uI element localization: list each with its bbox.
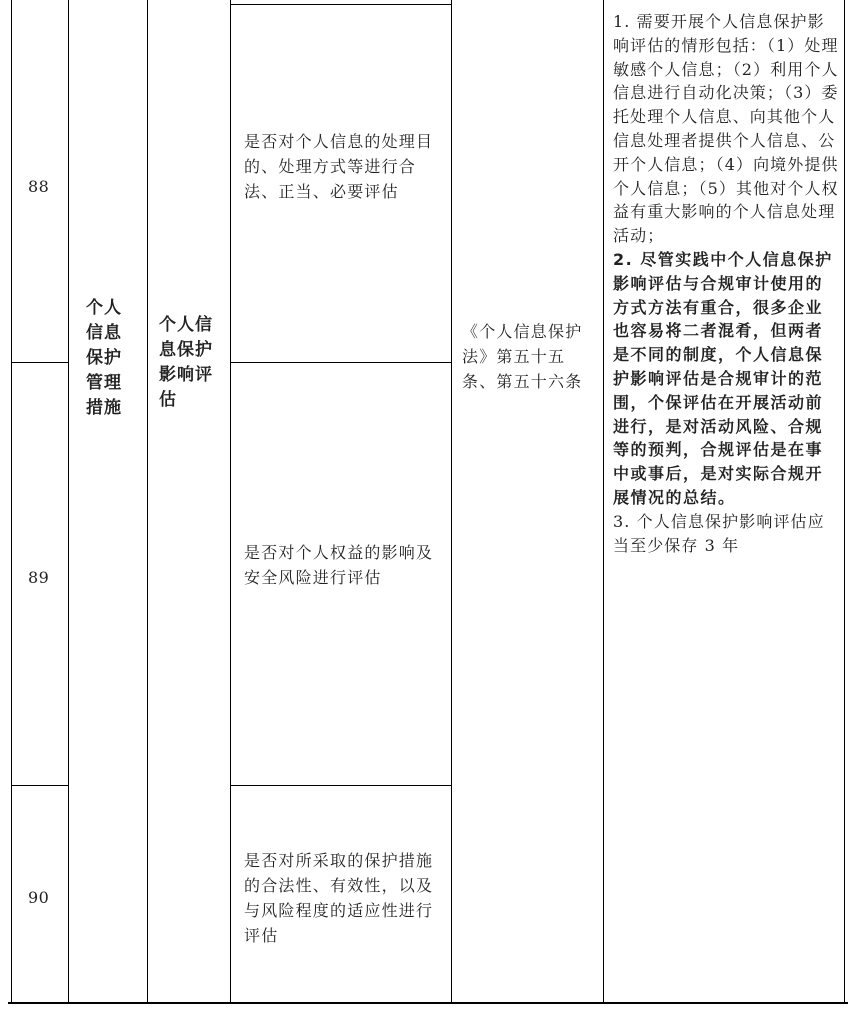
table-border-right	[844, 0, 845, 1003]
note-1: 1. 需要开展个人信息保护影响评估的情形包括：（1）处理敏感个人信息；（2）利用个人信息进行自动化决策；（3）委托处理个人信息、向其他个人信息处理者提供个人信息、公开个人信息；（4）向境外提供个人信息；（5）其他对个人权益有重大影响的个人信息处理活动；	[613, 12, 839, 246]
row-divider	[230, 362, 451, 363]
column-divider	[147, 0, 148, 1003]
check-item-89: 是否对个人权益的影响及安全风险进行评估	[244, 543, 434, 587]
column-divider	[68, 0, 69, 1003]
column-divider	[603, 0, 604, 1003]
check-item-90: 是否对所采取的保护措施的合法性、有效性，以及与风险程度的适应性进行评估	[244, 851, 434, 945]
row-number-88: 88	[28, 177, 50, 196]
table-border-left	[11, 0, 12, 1003]
note-2: 2. 尽管实践中个人信息保护影响评估与合规审计使用的方式方法有重合，很多企业也容易将二者混肴，但两者是不同的制度，个人信息保护影响评估是合规审计的范围，个保评估在开展活动前进行，是对活动风险、合规等的预判，合规评估是在事中或事后，是对实际合规开展情况的总结。	[613, 249, 833, 507]
notes-cell	[613, 10, 840, 557]
row-number-89: 89	[28, 568, 50, 587]
subcategory-cell: 个人信息保护影响评估	[159, 315, 213, 410]
row-divider	[230, 4, 451, 5]
category-cell: 个人信息保护管理措施	[86, 298, 122, 418]
table-border-bottom	[8, 1002, 848, 1004]
check-item-88: 是否对个人信息的处理目的、处理方式等进行合法、正当、必要评估	[244, 132, 434, 201]
row-number-90: 90	[28, 888, 50, 907]
note-3: 3. 个人信息保护影响评估应当至少保存 3 年	[613, 511, 825, 555]
row-divider	[230, 785, 451, 786]
legal-basis-cell: 《个人信息保护法》第五十五条、第五十六条	[462, 322, 583, 391]
row-divider	[11, 362, 68, 363]
column-divider	[451, 0, 452, 1003]
column-divider	[230, 0, 231, 1003]
row-divider	[11, 785, 68, 786]
